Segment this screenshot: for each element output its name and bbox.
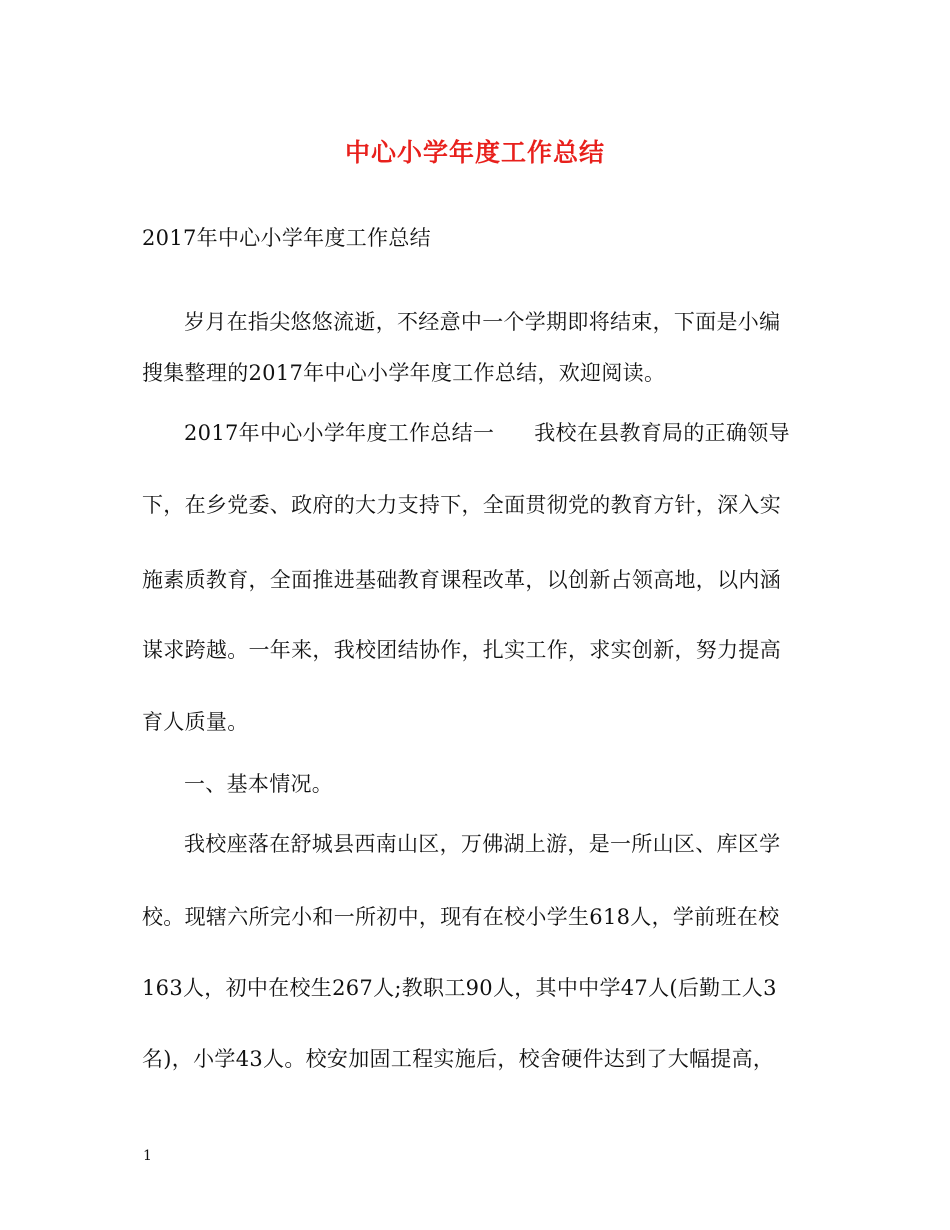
document-subtitle: 2017年中心小学年度工作总结 <box>142 226 431 250</box>
body-line-8: 一、基本情况。 <box>184 772 334 796</box>
body-line-3 <box>142 417 874 447</box>
body-line-10: 校。现辖六所完小和一所初中，现有在校小学生618人，学前班在校 <box>142 905 780 929</box>
body-line-5: 施素质教育，全面推进基础教育课程改革，以创新占领高地，以内涵 <box>142 568 781 592</box>
body-line-11: 163人，初中在校生267人;教职工90人，其中中学47人(后勤工人3 <box>142 976 777 1000</box>
page-number: 1 <box>143 1148 152 1164</box>
body-line-3-text: 我校在县教育局的正确领导 <box>534 421 790 445</box>
body-line-9: 我校座落在舒城县西南山区，万佛湖上游，是一所山区、库区学 <box>184 832 781 856</box>
body-line-7: 育人质量。 <box>142 710 249 734</box>
body-line-4: 下，在乡党委、政府的大力支持下，全面贯彻党的教育方针，深入实 <box>142 493 781 517</box>
document-title: 中心小学年度工作总结 <box>344 138 605 167</box>
body-line-12: 名)，小学43人。校安加固工程实施后，校舍硬件达到了大幅提高， <box>142 1047 775 1071</box>
body-line-6: 谋求跨越。一年来，我校团结协作，扎实工作，求实创新，努力提高 <box>142 638 781 662</box>
section-heading: 2017年中心小学年度工作总结一 <box>184 421 495 445</box>
body-line-1: 岁月在指尖悠悠流逝，不经意中一个学期即将结束，下面是小编 <box>184 310 781 334</box>
body-line-2: 搜集整理的2017年中心小学年度工作总结，欢迎阅读。 <box>142 361 666 385</box>
